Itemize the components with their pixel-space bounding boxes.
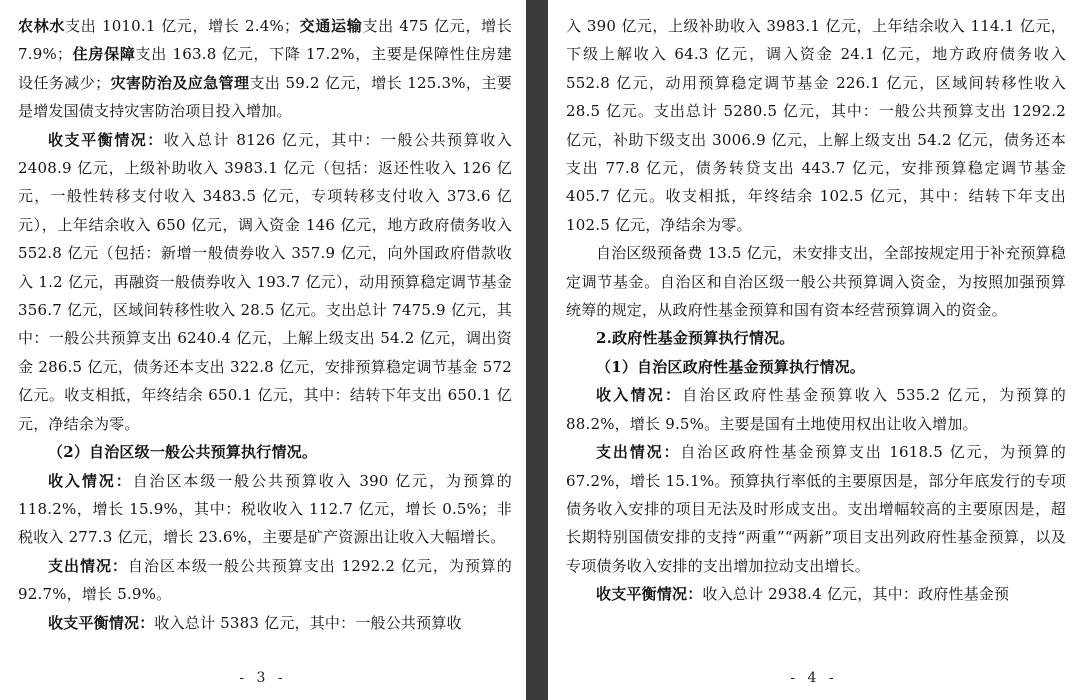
paragraph-fund-income: 收入情况：自治区政府性基金预算收入 535.2 亿元，为预算的 88.2%，增长 9.5%。主要是国有土地使用权出让收入增加。 xyxy=(566,386,1066,433)
paragraph-balance-continued: 入 390 亿元，上级补助收入 3983.1 亿元，上年结余收入 114.1 亿元，下级上解收入 64.3 亿元，调入资金 24.1 亿元，地方政府债务收入 552.8 亿元，动用预算稳定调节基金 226.1 亿元，区域间转移性收入 28.5 亿元。支出总计 5280.5 亿元，其中：一般公共预算支出 1292.2 亿元，补助下级支出 3006.9 亿元，上解上级支出 54.2 亿元，债务还本支出 77.8 亿元，债务转贷支出 443.7 亿元，安排预算稳定调节基金 405.7 亿元。收支相抵，年终结余 102.5 亿元，其中：结转下年支出 102.5 亿元，净结余为零。 xyxy=(566,17,1066,234)
heading-region-fund-budget: （1）自治区政府性基金预算执行情况。 xyxy=(596,357,866,376)
paragraph-agriculture-transport: 农林水支出 1010.1 亿元，增长 2.4%；交通运输支出 475 亿元，增长 7.9%；住房保障支出 163.8 亿元，下降 17.2%，主要是保障性住房建设任务减少；灾害防治及应急管理支出 59.2 亿元，增长 125.3%，主要是增发国债支持灾害防治项目投入增加。 xyxy=(18,17,512,121)
page-number: - 3 - xyxy=(239,670,287,686)
paragraph-fund-balance: 收支平衡情况：收入总计 2938.4 亿元，其中：政府性基金预 xyxy=(596,585,1010,604)
paragraph-fund-expenditure: 支出情况：自治区政府性基金预算支出 1618.5 亿元，为预算的 67.2%，增长 15.1%。预算执行率低的主要原因是，部分年底发行的专项债务收入安排的项目无法及时形成支出。支出增幅较高的主要原因是，超长期特别国债安排的支持“两重”“两新”项目支出列政府性基金预算，以及专项债务收入安排的支出增加拉动支出增长。 xyxy=(566,443,1066,575)
paragraph-reserve-fund: 自治区级预备费 13.5 亿元，未安排支出，全部按规定用于补充预算稳定调节基金。自治区和自治区级一般公共预算调入资金，为按照加强预算统筹的规定，从政府性基金预算和国有资本经营预算调入的资金。 xyxy=(566,244,1066,320)
paragraph-region-expenditure: 支出情况：自治区本级一般公共预算支出 1292.2 亿元，为预算的 92.7%，增长 5.9%。 xyxy=(18,556,512,604)
page-number: - 4 - xyxy=(790,670,838,686)
paragraph-region-balance: 收支平衡情况：收入总计 5383 亿元，其中：一般公共预算收 xyxy=(48,613,462,632)
page-3-content xyxy=(18,12,512,637)
paragraph-balance-total: 收支平衡情况：收入总计 8126 亿元，其中：一般公共预算收入 2408.9 亿元，上级补助收入 3983.1 亿元（包括：返还性收入 126 亿元，一般性转移支付收入 3483.5 亿元，专项转移支付收入 373.6 亿元），上年结余收入 650 亿元，调入资金 146 亿元，地方政府债务收入 552.8 亿元（包括：新增一般债券收入 357.9 亿元，向外国政府借款收入 1.2 亿元，再融资一般债券收入 193.7 亿元），动用预算稳定调节基金 356.7 亿元，区域间转移性收入 28.5 亿元。支出总计 7475.9 亿元，其中：一般公共预算支出 6240.4 亿元，上解上级支出 54.2 亿元，调出资金 286.5 亿元，债务还本支出 322.8 亿元，安排预算稳定调节基金 572 亿元。收支相抵，年终结余 650.1 亿元，其中：结转下年支出 650.1 亿元，净结余为零。 xyxy=(18,130,513,433)
page-4-content xyxy=(566,12,1066,609)
page-3 xyxy=(0,0,526,700)
page-gutter xyxy=(526,0,548,700)
page-4 xyxy=(548,0,1080,700)
heading-fund-budget: 2.政府性基金预算执行情况。 xyxy=(596,329,795,348)
paragraph-region-income: 收入情况：自治区本级一般公共预算收入 390 亿元，为预算的 118.2%，增长 15.9%，其中：税收收入 112.7 亿元，增长 0.5%；非税收入 277.3 亿元，增长 23.6%，主要是矿产资源出让收入大幅增长。 xyxy=(18,471,512,547)
heading-region-level-budget: （2）自治区级一般公共预算执行情况。 xyxy=(48,443,318,462)
